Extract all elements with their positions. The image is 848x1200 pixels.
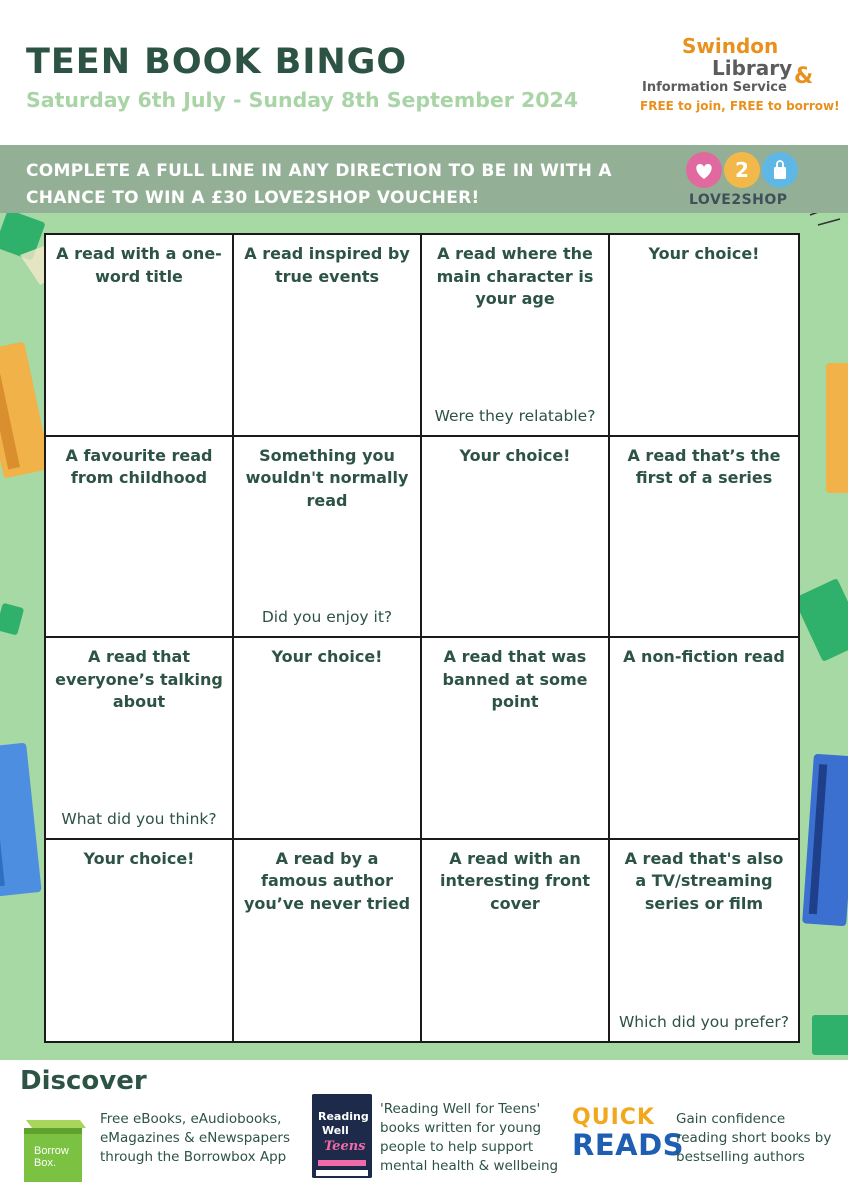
cell-prompt: A read that’s the first of a series xyxy=(627,445,781,487)
quick-reads-line2: READS xyxy=(572,1128,685,1162)
love2shop-text: LOVE2SHOP xyxy=(689,192,788,208)
cell-prompt: A read inspired by true events xyxy=(244,244,410,286)
bingo-cell[interactable] xyxy=(610,840,798,1042)
discover-title: Discover xyxy=(20,1066,147,1096)
cell-prompt: Your choice! xyxy=(83,848,195,868)
cell-prompt: A read where the main character is your age xyxy=(436,244,594,308)
bingo-cell[interactable] xyxy=(610,638,798,840)
swindon-library-logo xyxy=(636,34,840,126)
logo-line-library: Library xyxy=(712,56,793,80)
cell-question: What did you think? xyxy=(61,809,217,828)
cell-prompt: A read that's also a TV/streaming series or film xyxy=(624,848,784,913)
bingo-cell[interactable] xyxy=(46,840,234,1042)
bingo-cell[interactable] xyxy=(422,840,610,1042)
logo-ampersand: & xyxy=(794,64,814,89)
event-dates: Saturday 6th July - Sunday 8th September 2024 xyxy=(26,88,579,112)
bingo-cell[interactable] xyxy=(234,437,422,639)
cell-prompt: A read with a one-word title xyxy=(56,244,222,286)
shopping-bag-circle-icon xyxy=(762,152,798,188)
svg-text:Box.: Box. xyxy=(34,1157,57,1169)
borrowbox-text: Free eBooks, eAudiobooks, eMagazines & eNewspapers through the Borrowbox App xyxy=(100,1111,290,1165)
bingo-cell[interactable] xyxy=(610,437,798,639)
bingo-grid xyxy=(44,233,800,1043)
cell-prompt: Something you wouldn't normally read xyxy=(245,445,409,510)
logo-line-information-service: Information Service xyxy=(642,80,787,95)
bingo-cell[interactable] xyxy=(234,235,422,437)
cell-prompt: Your choice! xyxy=(271,647,383,666)
quick-reads-line1: QUICK xyxy=(572,1105,655,1130)
reading-well-cover xyxy=(312,1094,372,1178)
bingo-cell[interactable] xyxy=(610,235,798,437)
header xyxy=(0,0,848,145)
cell-question: Which did you prefer? xyxy=(618,1013,790,1031)
cell-prompt: A read that everyone’s talking about xyxy=(55,647,223,711)
svg-text:Well: Well xyxy=(322,1124,349,1137)
quick-reads-text: Gain confidence reading short books by bestselling authors xyxy=(676,1111,832,1165)
cell-prompt: Your choice! xyxy=(459,445,571,465)
cell-prompt: A favourite read from childhood xyxy=(65,445,213,487)
svg-text:Borrow: Borrow xyxy=(34,1145,69,1157)
reading-well-text: 'Reading Well for Teens' books written for young people to help support mental health & wellbeing xyxy=(380,1101,559,1174)
cell-prompt: A non-fiction read xyxy=(623,647,785,666)
logo-number: 2 xyxy=(735,158,749,182)
svg-text:Reading: Reading xyxy=(318,1110,369,1123)
love2shop-logo xyxy=(684,150,808,210)
banner-text: COMPLETE A FULL LINE IN ANY DIRECTION TO BE IN WITH A CHANCE TO WIN A £30 LOVE2SHOP VOUCHER! xyxy=(26,161,612,208)
bingo-cell[interactable] xyxy=(46,235,234,437)
logo-line-swindon: Swindon xyxy=(682,34,779,58)
bingo-cell[interactable] xyxy=(234,840,422,1042)
cell-prompt: A read that was banned at some point xyxy=(442,647,588,711)
bingo-cell[interactable] xyxy=(422,638,610,840)
logo-tagline: FREE to join, FREE to borrow! xyxy=(640,99,840,113)
heart-circle-icon xyxy=(686,152,722,188)
bingo-cell[interactable] xyxy=(422,437,610,639)
svg-text:Teens: Teens xyxy=(324,1139,366,1154)
discover-section xyxy=(0,1060,848,1200)
page-title: TEEN BOOK BINGO xyxy=(26,42,408,82)
bingo-cell[interactable] xyxy=(234,638,422,840)
quick-reads-logo xyxy=(572,1105,685,1162)
bingo-cell[interactable] xyxy=(46,638,234,840)
bingo-cell[interactable] xyxy=(46,437,234,639)
cell-prompt: A read by a famous author you’ve never tried xyxy=(243,848,411,913)
cell-question: Did you enjoy it? xyxy=(261,608,393,626)
cell-question: Were they relatable? xyxy=(434,406,596,425)
cell-prompt: A read with an interesting front cover xyxy=(439,848,591,913)
number-two-circle xyxy=(724,152,760,188)
bingo-cell[interactable] xyxy=(422,235,610,437)
cell-prompt: Your choice! xyxy=(648,244,760,263)
borrowbox-icon xyxy=(20,1106,86,1184)
